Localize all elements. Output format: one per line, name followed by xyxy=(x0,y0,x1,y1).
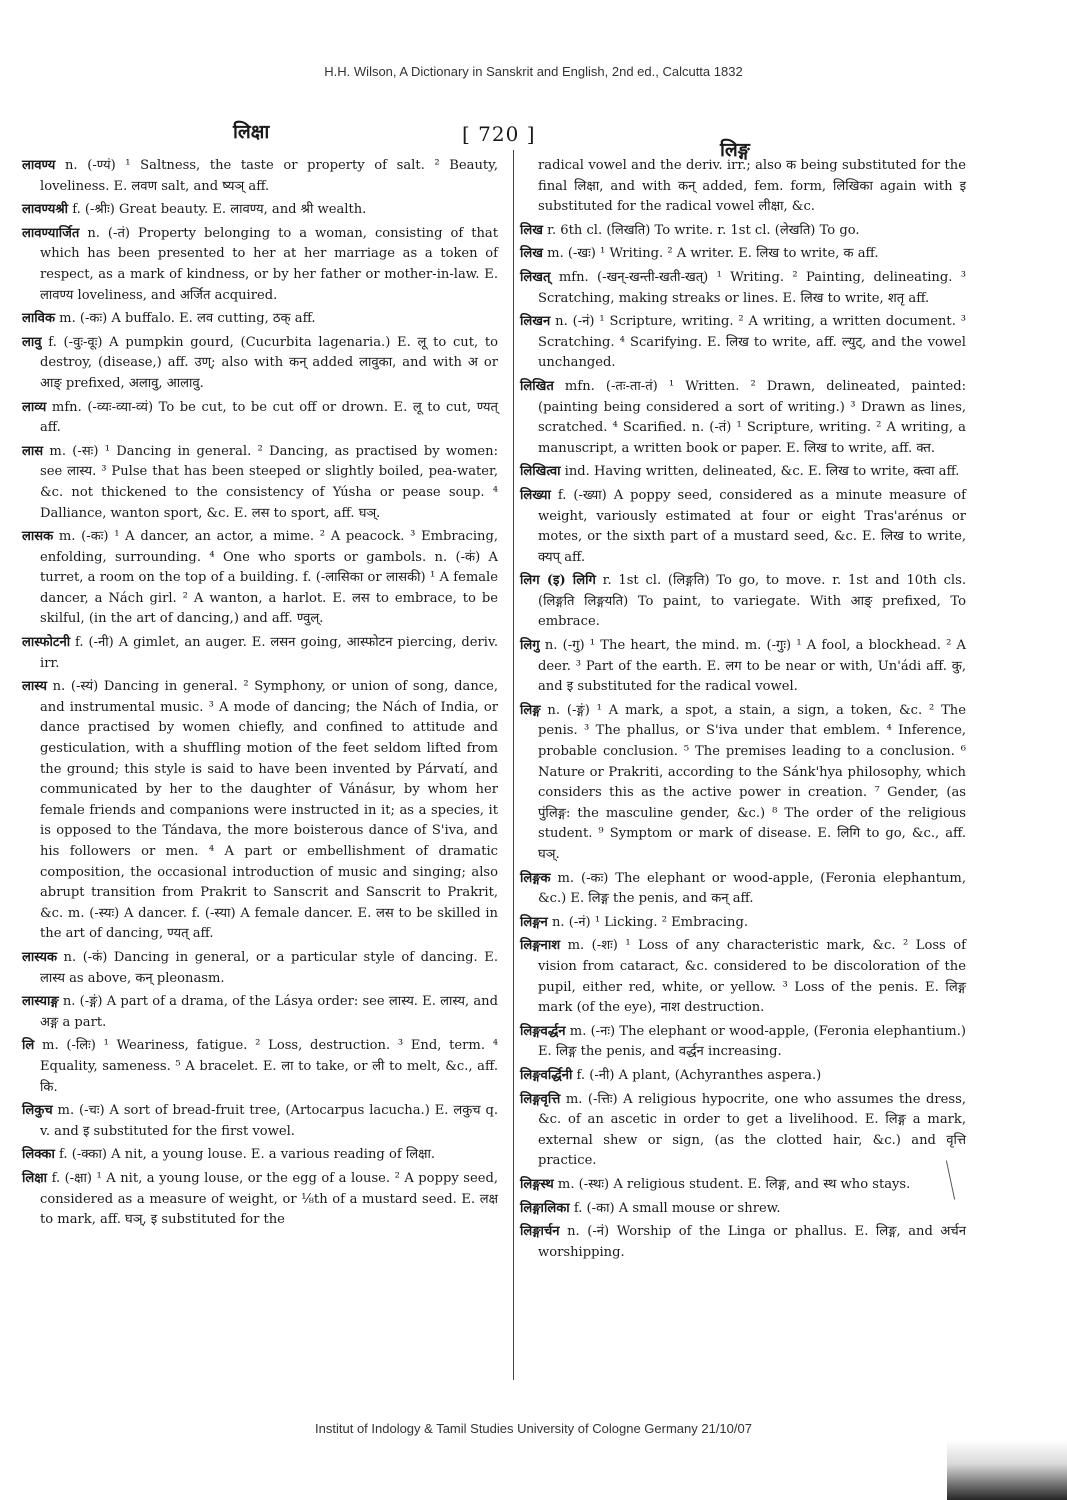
entry-headword: लिखित्वा xyxy=(520,464,561,480)
scan-shadow xyxy=(947,1440,1067,1500)
entry-definition: f. (-ख्या) A poppy seed, considered as a minute measure of weight, variously estimated at four or eight Tras'arénus or motes, or the sixth part of a mustard seed, &c. E. लिख to write, क्यप् aff. xyxy=(538,487,966,565)
dictionary-entry xyxy=(22,1036,498,1098)
entry-headword: लाविक xyxy=(22,311,55,327)
entry-definition: n. (-नं) ¹ Scripture, writing. ² A writing, a written document. ³ Scratching. ⁴ Scarifying. E. लिख to write, aff. ल्युट्, and the vowel unchanged. xyxy=(538,314,966,371)
entry-definition: f. (-श्रीः) Great beauty. E. लावण्य, and श्री wealth. xyxy=(68,202,367,218)
entry-definition: mfn. (-तः-ता-तं) ¹ Written. ² Drawn, delineated, painted: (painting being considered a sort of writing.) ³ Drawn as lines, scratched. ⁴ Scarified. n. (-तं) ¹ Scripture, writing. ² A writing, a manuscript, a written book or paper. E. लिख to write, aff. क्त. xyxy=(538,378,966,456)
running-head-right: लिङ्ग xyxy=(720,139,750,161)
entry-headword: लिङ्गन xyxy=(520,914,548,930)
page-number: [ 720 ] xyxy=(462,122,536,146)
dictionary-entry xyxy=(520,571,966,633)
dictionary-entry xyxy=(520,156,966,218)
dictionary-entry xyxy=(22,442,498,524)
entry-headword: लावण्यश्री xyxy=(22,202,69,218)
entry-definition: f. (-नी) A gimlet, an auger. E. लसन going, आस्फोटन piercing, deriv. irr. xyxy=(40,635,498,671)
entry-headword: लास्याङ्ग xyxy=(22,994,59,1010)
entry-definition: f. (-वुः-वूः) A pumpkin gourd, (Cucurbita lagenaria.) E. लू to cut, to destroy, (disease,) aff. उण्; also with कन् added लावुका, and with अ or आङ् prefixed, अलावु, आलावु. xyxy=(40,334,498,391)
entry-definition: ind. Having written, delineated, &c. E. लिख to write, क्त्वा aff. xyxy=(560,464,960,480)
entry-headword: लिख xyxy=(520,246,543,262)
entry-headword: लासक xyxy=(22,529,54,545)
entry-definition: f. (-नी) A plant, (Achyranthes aspera.) xyxy=(572,1067,822,1083)
dictionary-entry xyxy=(520,1090,966,1172)
dictionary-entry xyxy=(520,1222,966,1263)
dictionary-entry xyxy=(520,312,966,374)
left-column xyxy=(22,156,498,1234)
entry-definition: mfn. (-खन्-खन्ती-खती-खत्) ¹ Writing. ² Painting, delineating. ³ Scratching, making streaks or lines. E. लिख to write, शतृ aff. xyxy=(538,269,966,306)
dictionary-entry xyxy=(22,200,498,221)
entry-definition: m. (-त्तिः) A religious hypocrite, one who assumes the dress, &c. of an ascetic in order to get a livelihood. E. लिङ्ग a mark, external shew or sign, (as the clotted hair, &c.) and वृत्ति practice. xyxy=(538,1091,966,1169)
entry-definition: m. (-कः) The elephant or wood-apple, (Feronia elephantum, &c.) E. लिङ्ग the penis, and कन् aff. xyxy=(538,870,966,907)
running-head-left: लिक्षा xyxy=(233,121,270,143)
page-footer: Institut of Indology & Tamil Studies University of Cologne Germany 21/10/07 xyxy=(315,1421,752,1436)
entry-headword: लिङ्गार्चन xyxy=(520,1224,560,1240)
entry-headword: लिख्या xyxy=(520,487,551,503)
column-divider xyxy=(513,150,514,1380)
dictionary-entry xyxy=(520,244,966,265)
entry-headword: लिङ्गवृत्ति xyxy=(520,1091,561,1107)
entry-headword: लास xyxy=(22,443,44,459)
dictionary-entry xyxy=(22,156,498,197)
dictionary-entry xyxy=(22,677,498,945)
dictionary-entry xyxy=(520,221,966,242)
dictionary-entry xyxy=(520,936,966,1018)
dictionary-entry xyxy=(520,913,966,934)
page-header: H.H. Wilson, A Dictionary in Sanskrit and English, 2nd ed., Calcutta 1832 xyxy=(324,64,743,79)
entry-headword: लावण्यार्जित xyxy=(22,225,80,241)
right-column xyxy=(520,156,966,1266)
entry-headword: लिङ्गवर्द्धन xyxy=(520,1023,566,1039)
entry-headword: लास्यक xyxy=(22,949,58,965)
entry-headword: लिख xyxy=(520,222,543,238)
dictionary-entry xyxy=(22,309,498,330)
entry-definition: m. (-कः) A buffalo. E. लव cutting, ठक् aff. xyxy=(55,311,316,327)
entry-headword: लाव्य xyxy=(22,399,47,415)
entry-definition: m. (-सः) ¹ Dancing in general. ² Dancing, as practised by women: see लास्य. ³ Pulse that has been steeped or slightly boiled, pea-water, &c. not thickened to the consistency of Yúsha or pease soup. ⁴ Dalliance, wanton sport, &c. E. लस to sport, aff. घञ्. xyxy=(40,443,498,521)
entry-definition: radical vowel and the deriv. irr.; also क being substituted for the final लिक्षा, and with कन् added, fem. form, लिखिका again with इ substituted for the radical vowel लीक्षा, &c. xyxy=(538,158,966,215)
dictionary-entry xyxy=(520,1199,966,1220)
entry-definition: m. (-लिः) ¹ Weariness, fatigue. ² Loss, destruction. ³ End, term. ⁴ Equality, sameness. ⁵ A bracelet. E. ला to take, or ली to melt, &c., aff. कि. xyxy=(34,1038,498,1095)
entry-definition: n. (-स्यं) Dancing in general. ² Symphony, or union of song, dance, and instrumental music. ³ A mode of dancing; the Nách of India, or dance practised by women chiefly, and confined to attitude and gesticulation, with a shuffling motion of the feet seldom lifted from the ground; this style is said to have been invented by Párvatí, and communicated by her to the daughter of Vánásur, by whom her female friends and companions were instructed in it; as a species, it is opposed to the Tándava, the more boisterous dance of S'iva, and his followers or men. ⁴ A part or embellishment of dramatic composition, the occasional introduction of music and singing; also abrupt transition from Prakrit to Sanscrit and Sanscrit to Prakrit, &c. m. (-स्यः) A dancer. f. (-स्या) A female dancer. E. लस to be skilled in the art of dancing, ण्यत् aff. xyxy=(40,679,498,942)
entry-definition: n. (-नं) Worship of the Linga or phallus. E. लिङ्ग, and अर्चन worshipping. xyxy=(538,1224,966,1260)
entry-headword: लिङ्गवर्द्धिनी xyxy=(520,1067,573,1083)
entry-headword: लिकुच xyxy=(22,1103,53,1119)
entry-definition: f. (-क्षा) ¹ A nit, a young louse, or the egg of a louse. ² A poppy seed, considered as a measure of weight, or ⅛th of a mustard seed. E. लक्ष to mark, aff. घञ्, इ substituted for the xyxy=(40,1170,498,1228)
dictionary-entry xyxy=(22,333,498,395)
entry-headword: लिक्का xyxy=(22,1147,55,1163)
entry-definition: n. (-कं) Dancing in general, or a particular style of dancing. E. लास्य as above, कन् pleonasm. xyxy=(40,949,498,986)
entry-headword: लिङ्गक xyxy=(520,870,551,886)
dictionary-entry xyxy=(520,462,966,483)
dictionary-entry xyxy=(22,1101,498,1142)
entry-definition: m. (-शः) ¹ Loss of any characteristic mark, &c. ² Loss of vision from cataract, &c. considered to be discoloration of the pupil, either red, white, or yellow. ³ Loss of the penis. E. लिङ्ग mark (of the eye), नाश destruction. xyxy=(538,938,966,1016)
entry-definition: r. 6th cl. (लिखति) To write. r. 1st cl. (लेखति) To go. xyxy=(542,222,860,238)
entry-definition: m. (-स्थः) A religious student. E. लिङ्ग, and स्थ who stays. xyxy=(553,1176,911,1192)
entry-definition: m. (-खः) ¹ Writing. ² A writer. E. लिख to write, क aff. xyxy=(542,246,879,262)
dictionary-entry xyxy=(520,869,966,910)
entry-headword: लिग (इ) लिगि xyxy=(520,573,596,589)
entry-definition: m. (-चः) A sort of bread-fruit tree, (Artocarpus lacucha.) E. लकुच q. v. and इ substituted for the first vowel. xyxy=(40,1103,498,1139)
dictionary-entry xyxy=(22,948,498,989)
entry-definition: r. 1st cl. (लिङ्गति) To go, to move. r. 1st and 10th cls. (लिङ्गति लिङ्गयति) To paint, to variegate. With आङ् prefixed, To embrace. xyxy=(538,573,966,630)
entry-definition: m. (-नः) The elephant or wood-apple, (Feronia elephantium.) E. लिङ्ग the penis, and वर्द्धन increasing. xyxy=(538,1023,966,1060)
dictionary-entry xyxy=(520,701,966,866)
dictionary-entry xyxy=(22,633,498,674)
dictionary-entry xyxy=(520,1066,966,1087)
entry-headword: लिङ्ग xyxy=(520,702,541,718)
entry-definition: mfn. (-व्यः-व्या-व्यं) To be cut, to be cut off or drown. E. लू to cut, ण्यत् aff. xyxy=(40,399,498,436)
dictionary-entry xyxy=(520,377,966,459)
entry-headword: लिखित xyxy=(520,378,554,394)
dictionary-entry xyxy=(22,992,498,1033)
entry-headword: लिङ्गस्थ xyxy=(520,1176,554,1192)
entry-definition: f. (-क्का) A nit, a young louse. E. a various reading of लिक्षा. xyxy=(54,1147,436,1163)
entry-headword: लावु xyxy=(22,334,42,350)
dictionary-entry xyxy=(520,486,966,568)
entry-headword: लिक्षा xyxy=(22,1170,48,1186)
entry-definition: n. (-ण्यं) ¹ Saltness, the taste or property of salt. ² Beauty, loveliness. E. लवण salt, and ष्यञ् aff. xyxy=(40,158,498,194)
entry-headword: लि xyxy=(22,1038,35,1054)
entry-headword: लिङ्गालिका xyxy=(520,1200,570,1216)
entry-headword: लिगु xyxy=(520,638,540,654)
entry-definition: n. (-गु) ¹ The heart, the mind. m. (-गुः) ¹ A fool, a blockhead. ² A deer. ³ Part of the earth. E. लग to be near or with, Un'ádi aff. कु, and इ substituted for the radical vowel. xyxy=(538,638,966,695)
dictionary-entry xyxy=(22,1145,498,1166)
entry-definition: n. (-तं) Property belonging to a woman, consisting of that which has been presented to her at her marriage as a token of respect, as a mark of kindness, or by her father or mother-in-law. E. लावण्य loveliness, and अर्जित acquired. xyxy=(40,225,498,303)
dictionary-entry xyxy=(520,268,966,309)
entry-definition: m. (-कः) ¹ A dancer, an actor, a mime. ² A peacock. ³ Embracing, enfolding, surrounding. ⁴ One who sports or gambols. n. (-कं) A turret, a room on the top of a building. f. (-लासिका or लासकी) ¹ A female dancer, a Nách girl. ² A wanton, a harlot. E. लस to embrace, to be skilful, (in the art of dancing,) and aff. ण्वुल्. xyxy=(40,529,498,627)
entry-headword: लास्य xyxy=(22,679,47,695)
entry-definition: n. (-ङ्गं) ¹ A mark, a spot, a stain, a sign, a token, &c. ² The penis. ³ The phallus, or S'iva under that emblem. ⁴ Inference, probable conclusion. ⁵ The premises leading to a conclusion. ⁶ Nature or Prakriti, according to the Sánk'hya philosophy, which considers this as the active power in creation. ⁷ Gender, (as पुंलिङ्ग: the masculine gender, &c.) ⁸ The order of the religious student. ⁹ Symptom or mark of disease. E. लिगि to go, &c., aff. घञ्. xyxy=(538,702,966,862)
entry-definition: n. (-ङ्गं) A part of a drama, of the Lásya order: see लास्य. E. लास्य, and अङ्ग a part. xyxy=(40,994,498,1030)
entry-headword: लावण्य xyxy=(22,158,56,173)
entry-headword: लिखन xyxy=(520,314,551,330)
dictionary-entry xyxy=(520,636,966,698)
dictionary-entry xyxy=(22,527,498,630)
entry-headword: लिङ्गनाश xyxy=(520,938,561,954)
dictionary-entry xyxy=(22,398,498,439)
dictionary-entry xyxy=(22,224,498,306)
dictionary-entry xyxy=(520,1022,966,1063)
entry-definition: n. (-नं) ¹ Licking. ² Embracing. xyxy=(547,914,749,930)
entry-headword: लास्फोटनी xyxy=(22,635,71,651)
entry-headword: लिखत् xyxy=(520,269,551,285)
dictionary-entry xyxy=(22,1169,498,1231)
dictionary-entry xyxy=(520,1175,966,1196)
entry-definition: f. (-का) A small mouse or shrew. xyxy=(569,1200,781,1216)
